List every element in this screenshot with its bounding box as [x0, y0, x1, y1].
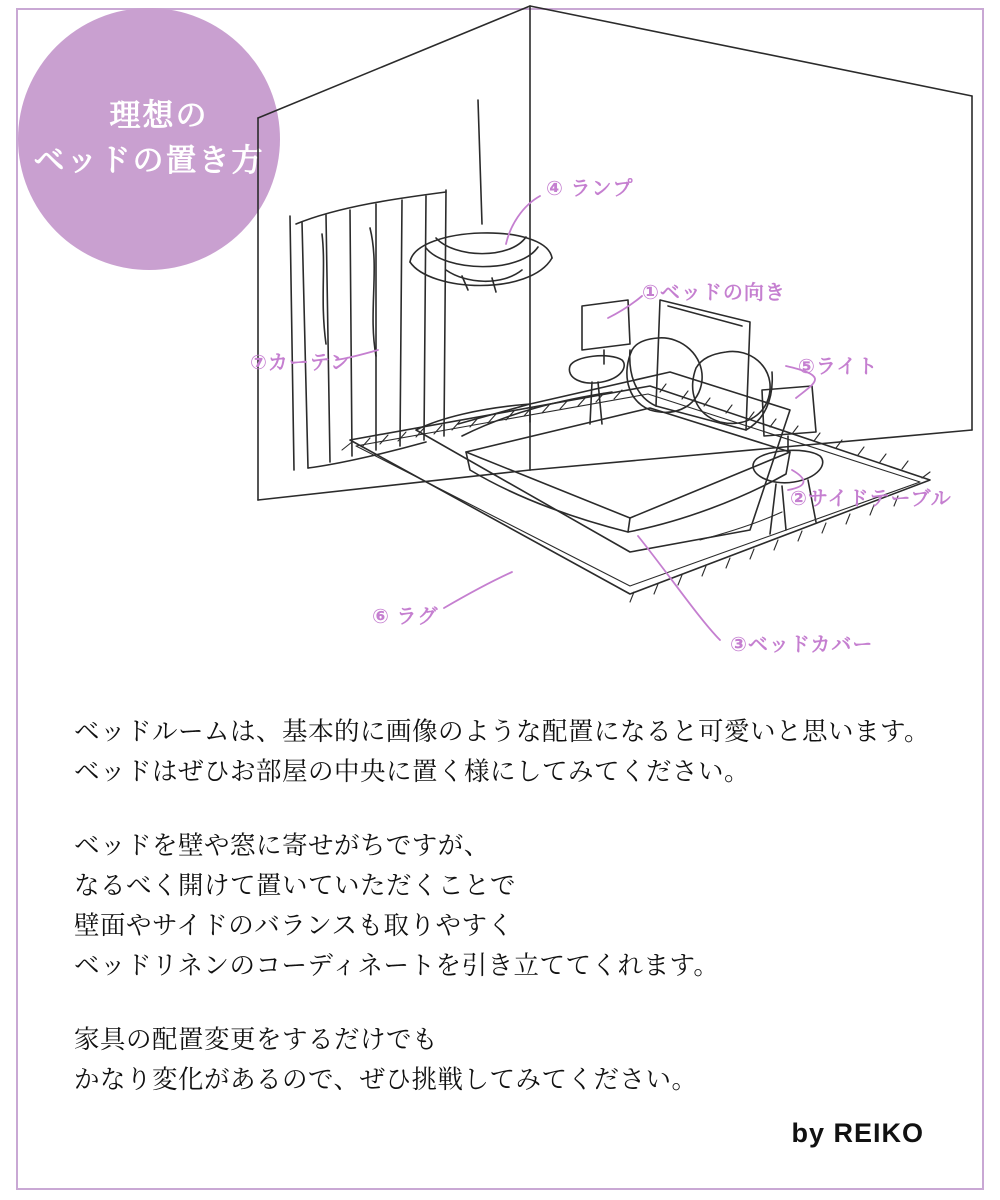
paragraph-1-line-2: ベッドはぜひお部屋の中央に置く様にしてみてください。 — [74, 758, 751, 786]
author-signature: by REIKO — [791, 1118, 924, 1148]
bedroom-sketch — [230, 0, 990, 700]
label-rug: ⑥ ラグ — [372, 606, 439, 628]
badge-title-line-2: ベッドの置き方 — [33, 143, 265, 178]
paragraph-2 — [74, 826, 934, 986]
paragraph-2-line-2: なるべく開けて置いていただくことで — [74, 872, 517, 900]
paragraph-3-line-1: 家具の配置変更をするだけでも — [74, 1026, 439, 1054]
label-bed-direction: ①ベッドの向き — [642, 282, 786, 304]
paragraph-2-line-1: ベッドを壁や窓に寄せがちですが、 — [74, 832, 490, 860]
paragraph-2-line-3: 壁面やサイドのバランスも取りやすく — [74, 912, 514, 940]
paragraph-2-line-4: ベッドリネンのコーディネートを引き立ててくれます。 — [74, 952, 720, 980]
label-curtain: ⑦カーテン — [250, 352, 351, 374]
paragraph-3-line-2: かなり変化があるので、ぜひ挑戦してみてください。 — [74, 1066, 698, 1094]
label-light: ⑤ライト — [798, 356, 879, 378]
label-lamp: ④ ランプ — [546, 178, 634, 200]
paragraph-3 — [74, 1020, 934, 1100]
badge-title-line-1: 理想の — [109, 98, 209, 134]
paragraph-1-line-1: ベッドルームは、基本的に画像のような配置になると可愛いと思います。 — [74, 718, 930, 746]
body-copy — [74, 712, 934, 1100]
paragraph-1 — [74, 712, 934, 792]
label-side-table: ②サイドテーブル — [790, 488, 952, 510]
label-bed-cover: ③ベッドカバー — [730, 634, 874, 656]
